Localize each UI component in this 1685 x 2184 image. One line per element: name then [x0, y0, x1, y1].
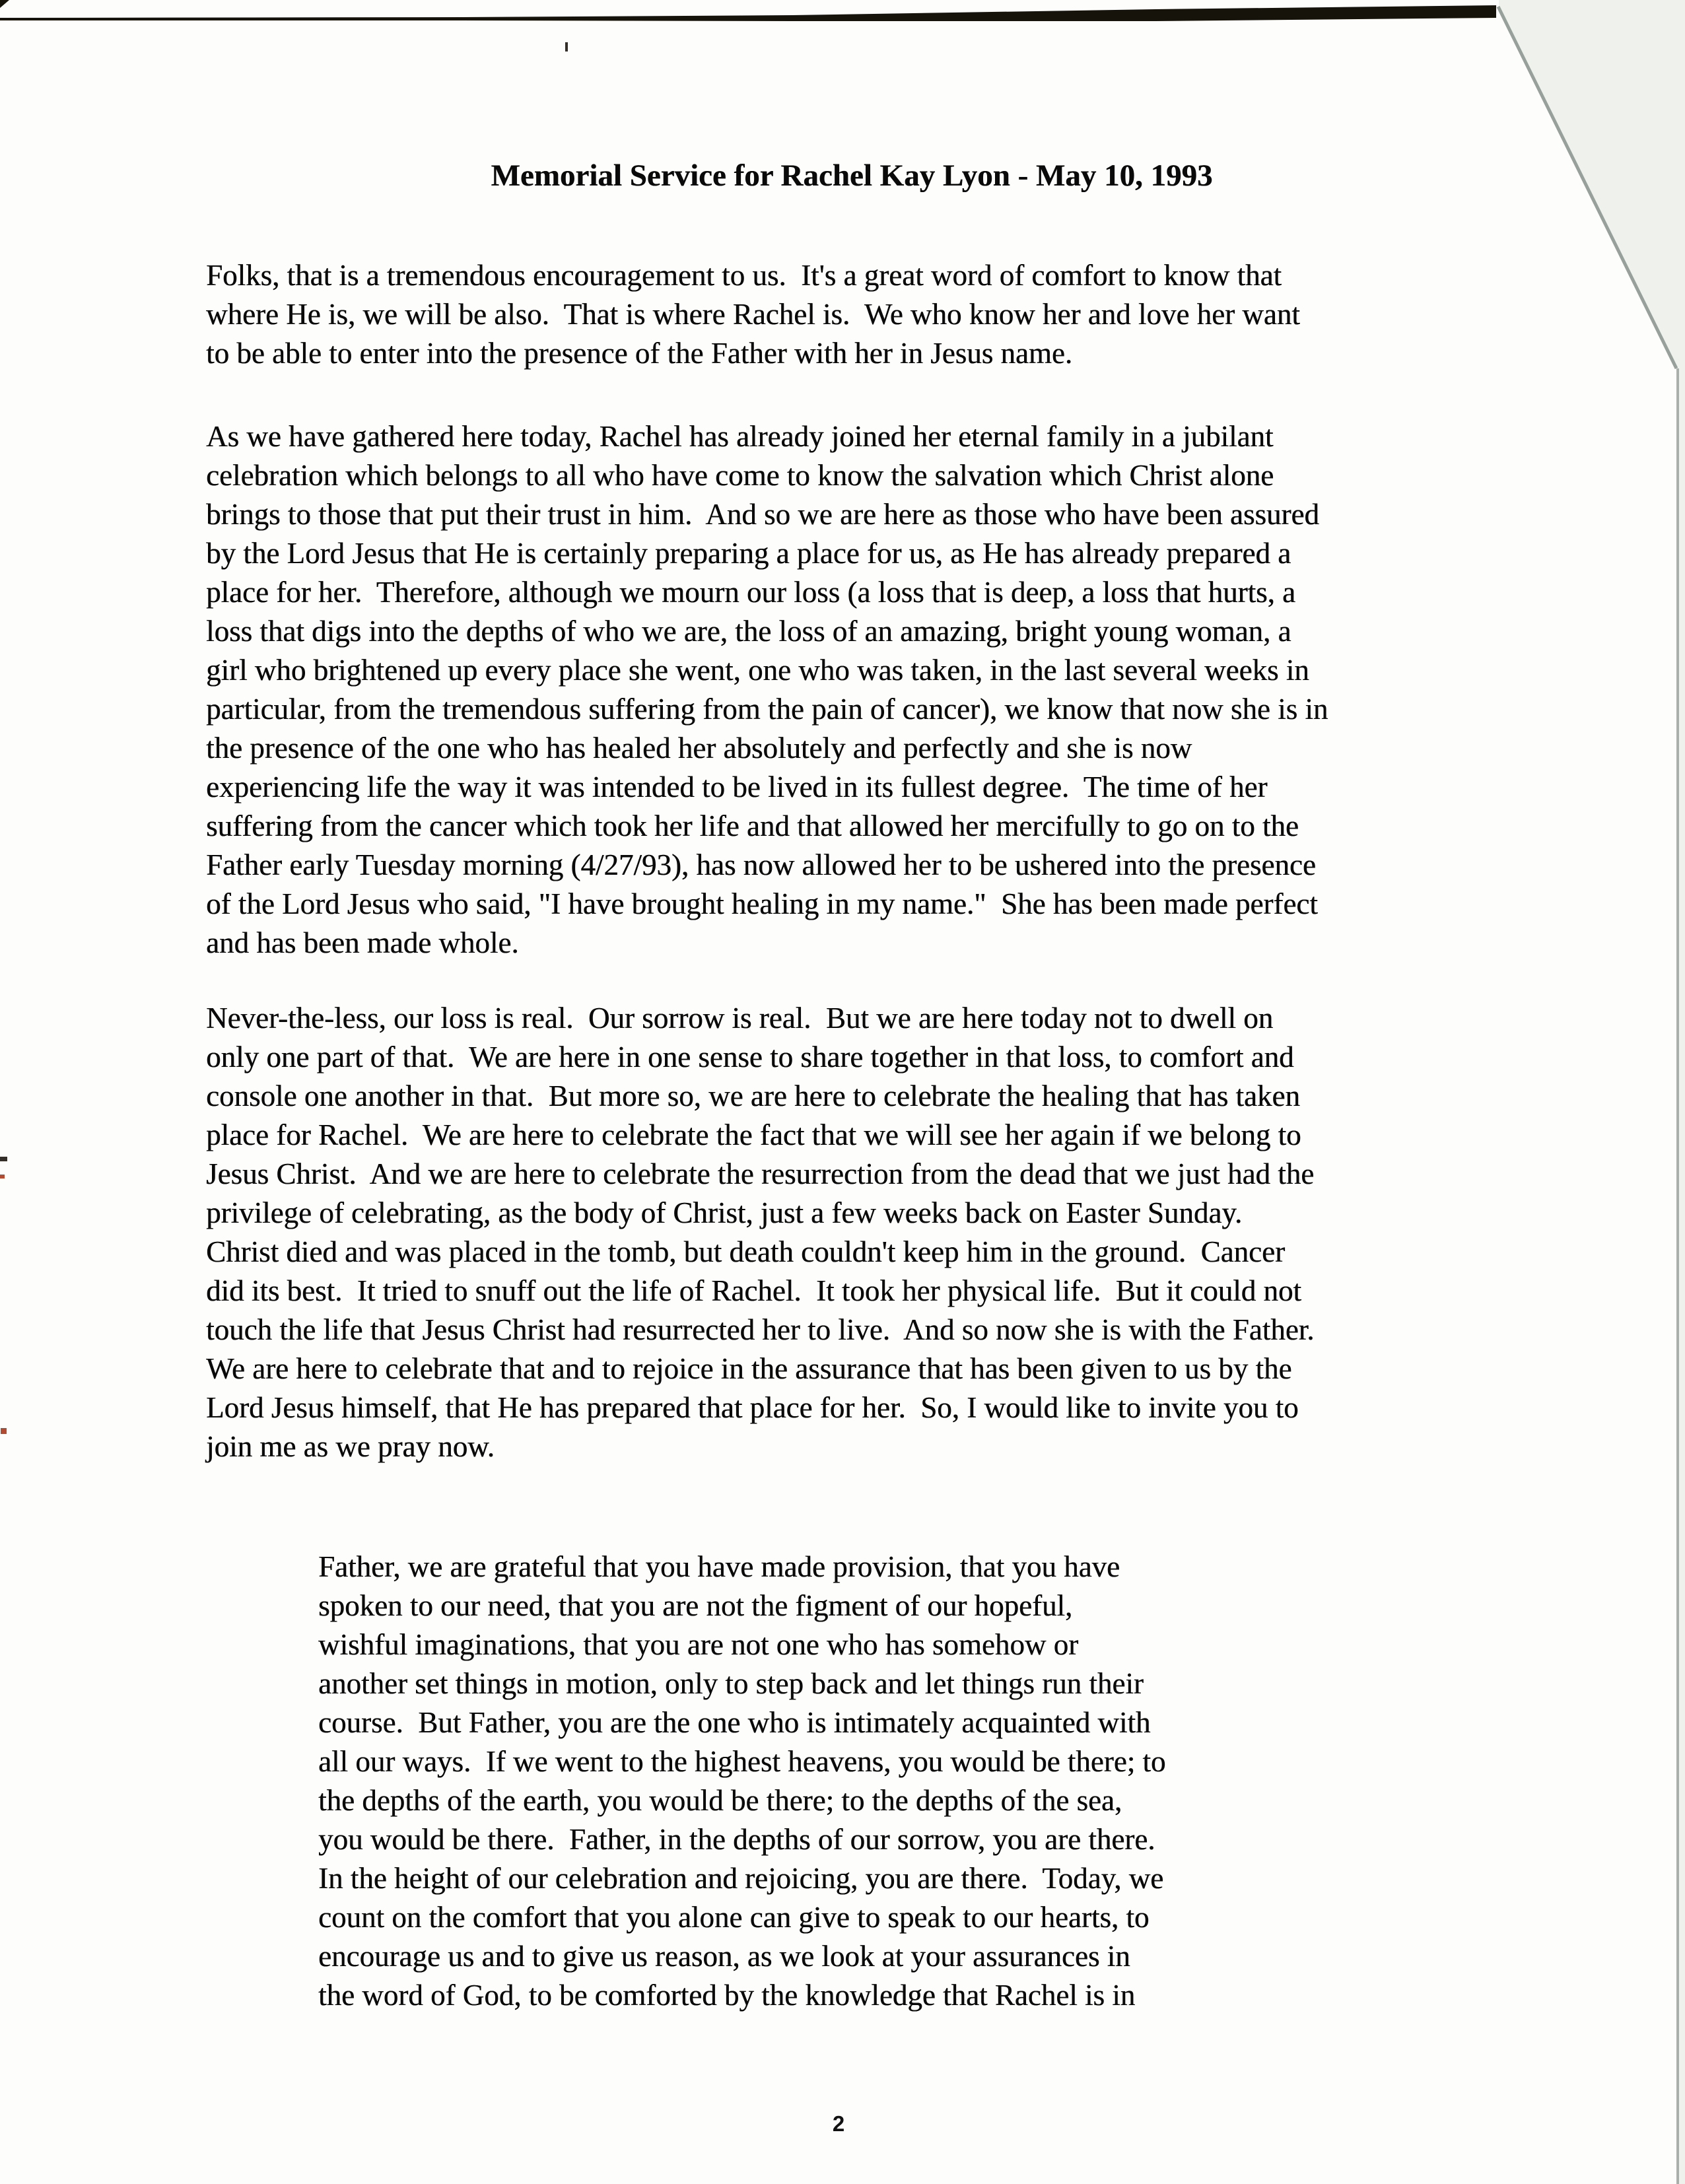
text-line: experiencing life the way it was intended to be lived in its fullest degree. The time of her	[206, 770, 1268, 803]
scan-background-region	[1499, 0, 1685, 2184]
text-line: Father early Tuesday morning (4/27/93), has now allowed her to be ushered into the presence	[206, 848, 1316, 881]
text-line: Jesus Christ. And we are here to celebrate the resurrection from the dead that we just had the	[206, 1157, 1315, 1190]
text-line: where He is, we will be also. That is where Rachel is. We who know her and love her want	[206, 298, 1300, 331]
text-line: only one part of that. We are here in one sense to share together in that loss, to comfort and	[206, 1041, 1294, 1074]
text-line: and has been made whole.	[206, 926, 519, 959]
scan-speck	[0, 1175, 5, 1178]
text-line: Folks, that is a tremendous encouragement to us. It's a great word of comfort to know that	[206, 259, 1282, 292]
text-line: Lord Jesus himself, that He has prepared that place for her. So, I would like to invite you to	[206, 1391, 1299, 1424]
scanner-top-band	[0, 5, 1496, 21]
text-line: girl who brightened up every place she went, one who was taken, in the last several weeks in	[206, 654, 1309, 687]
text-line: another set things in motion, only to step back and let things run their	[318, 1667, 1144, 1700]
text-line: We are here to celebrate that and to rejoice in the assurance that has been given to us by the	[206, 1352, 1292, 1385]
text-line: the depths of the earth, you would be there; to the depths of the sea,	[318, 1784, 1122, 1817]
text-line: wishful imaginations, that you are not one who has somehow or	[318, 1628, 1079, 1661]
scan-speck	[0, 1157, 7, 1161]
corner-scan-artifact	[0, 0, 9, 8]
text-line: console one another in that. But more so, we are here to celebrate the healing that has taken	[206, 1079, 1300, 1112]
paragraph-nevertheless	[206, 999, 1314, 1466]
text-line: you would be there. Father, in the depths of our sorrow, you are there.	[318, 1823, 1155, 1856]
paragraph-gathered	[206, 417, 1328, 963]
text-line: place for Rachel. We are here to celebrate the fact that we will see her again if we belong to	[206, 1118, 1301, 1151]
text-line: Christ died and was placed in the tomb, but death couldn't keep him in the ground. Cancer	[206, 1235, 1285, 1268]
text-line: did its best. It tried to snuff out the life of Rachel. It took her physical life. But it could not	[206, 1274, 1301, 1307]
text-line: brings to those that put their trust in him. And so we are here as those who have been assured	[206, 498, 1319, 531]
text-line: count on the comfort that you alone can give to speak to our hearts, to	[318, 1901, 1150, 1934]
text-line: encourage us and to give us reason, as we look at your assurances in	[318, 1940, 1130, 1973]
text-line: spoken to our need, that you are not the figment of our hopeful,	[318, 1589, 1073, 1622]
text-line: place for her. Therefore, although we mourn our loss (a loss that is deep, a loss that hurts, a	[206, 576, 1295, 609]
scan-speck	[1, 1428, 7, 1434]
text-line: Never-the-less, our loss is real. Our sorrow is real. But we are here today not to dwell on	[206, 1002, 1274, 1035]
text-line: particular, from the tremendous suffering from the pain of cancer), we know that now she is in	[206, 693, 1328, 726]
paragraph-prayer	[318, 1548, 1165, 2015]
text-line: join me as we pray now.	[206, 1430, 495, 1463]
paragraph-opening	[206, 256, 1300, 373]
text-line: the presence of the one who has healed her absolutely and perfectly and she is now	[206, 732, 1192, 765]
text-line: loss that digs into the depths of who we are, the loss of an amazing, bright young woman, a	[206, 615, 1291, 648]
scan-speck	[565, 42, 568, 51]
text-line: all our ways. If we went to the highest heavens, you would be there; to	[318, 1745, 1166, 1778]
document-title: Memorial Service for Rachel Kay Lyon - May 10, 1993	[491, 158, 1213, 193]
text-line: celebration which belongs to all who have come to know the salvation which Christ alone	[206, 459, 1274, 492]
text-line: of the Lord Jesus who said, "I have brought healing in my name." She has been made perfect	[206, 887, 1318, 920]
page-number: 2	[832, 2111, 845, 2136]
text-line: Father, we are grateful that you have made provision, that you have	[318, 1550, 1120, 1583]
page-corner-fold-line	[1498, 7, 1676, 368]
text-line: privilege of celebrating, as the body of Christ, just a few weeks back on Easter Sunday.	[206, 1196, 1243, 1229]
text-line: touch the life that Jesus Christ had resurrected her to live. And so now she is with the Father.	[206, 1313, 1315, 1346]
text-line: As we have gathered here today, Rachel has already joined her eternal family in a jubilant	[206, 420, 1274, 453]
text-line: the word of God, to be comforted by the knowledge that Rachel is in	[318, 1979, 1136, 2012]
text-line: suffering from the cancer which took her life and that allowed her mercifully to go on to the	[206, 809, 1299, 842]
text-line: by the Lord Jesus that He is certainly preparing a place for us, as He has already prepared a	[206, 537, 1291, 570]
text-line: In the height of our celebration and rejoicing, you are there. Today, we	[318, 1862, 1164, 1895]
text-line: course. But Father, you are the one who is intimately acquainted with	[318, 1706, 1151, 1739]
text-line: to be able to enter into the presence of the Father with her in Jesus name.	[206, 337, 1073, 370]
